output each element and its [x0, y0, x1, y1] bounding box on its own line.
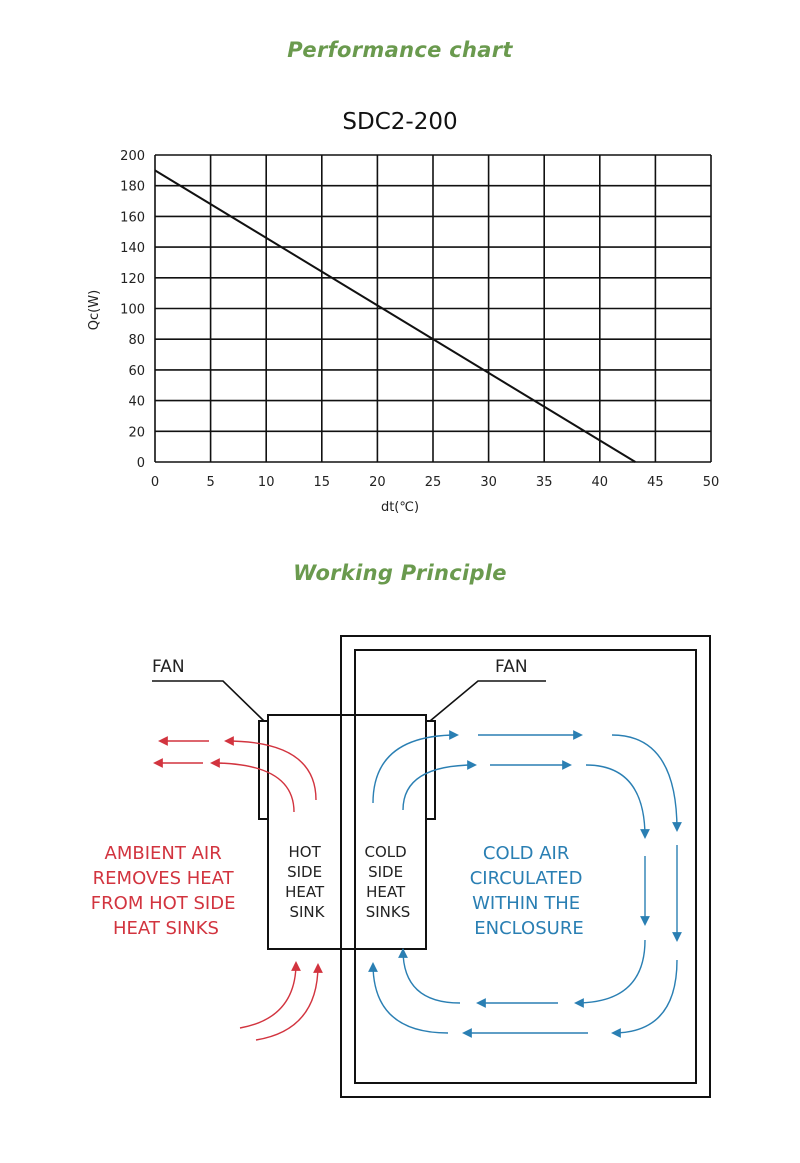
y-tick-label-8: 160: [120, 210, 145, 226]
fan-left-leader: [152, 681, 264, 721]
chart-series: [155, 170, 635, 462]
hot-exhaust-arrow-3: [226, 741, 316, 800]
series-line-0: [155, 170, 635, 462]
x-tick-label-6: 30: [480, 475, 497, 490]
ambient-air-text: AMBIENT AIR REMOVES HEAT FROM HOT SIDE HEAT SINKS: [90, 843, 236, 939]
y-tick-label-9: 180: [120, 179, 145, 195]
cold-arrow-6: [586, 765, 645, 837]
performance-chart: [0, 95, 800, 535]
cold-arrow-1: [373, 735, 457, 803]
cold-arrow-14: [373, 964, 448, 1033]
hot-intake-arrow-2: [256, 965, 318, 1040]
y-axis-label: Qc(W): [87, 289, 102, 331]
x-tick-label-8: 40: [591, 475, 609, 490]
x-axis-label: dt(℃): [380, 500, 420, 515]
fan-right-label: FAN: [495, 657, 528, 677]
cold-arrow-9: [576, 940, 645, 1003]
y-tick-label-0: 0: [136, 456, 145, 471]
performance-chart-title: Performance chart: [287, 38, 513, 62]
y-tick-label-2: 40: [128, 394, 145, 410]
cold-arrow-10: [613, 960, 677, 1033]
cold-arrow-13: [403, 950, 460, 1003]
fan-right-leader: [430, 681, 546, 721]
y-tick-label-5: 100: [120, 302, 145, 318]
cold-air-text: COLD AIR CIRCULATED WITHIN THE ENCLOSURE: [469, 843, 584, 939]
y-tick-label-10: 200: [120, 149, 145, 164]
x-tick-label-1: 5: [206, 475, 215, 490]
y-tick-label-7: 140: [120, 241, 145, 257]
working-principle-title: Working Principle: [293, 561, 507, 585]
hot-sink-label: HOT SIDE HEAT SINK: [285, 843, 325, 921]
x-tick-label-4: 20: [369, 475, 386, 490]
x-tick-label-10: 50: [702, 475, 720, 490]
y-tick-label-4: 80: [128, 333, 145, 349]
working-principle-diagram: [0, 600, 800, 1163]
hot-exhaust-arrow-4: [212, 763, 294, 812]
cold-sink-label: COLD SIDE HEAT SINKS: [364, 843, 411, 921]
cold-arrow-5: [612, 735, 677, 830]
x-tick-label-2: 10: [257, 475, 275, 490]
hot-intake-arrow-1: [240, 963, 296, 1028]
chart-grid: [155, 155, 711, 462]
chart-title: SDC2-200: [342, 109, 458, 135]
y-tick-label-3: 60: [128, 363, 145, 379]
x-tick-label-9: 45: [647, 475, 664, 490]
cold-arrow-2: [403, 765, 475, 810]
fan-left-label: FAN: [152, 657, 185, 677]
x-tick-label-7: 35: [535, 475, 553, 490]
y-tick-label-1: 20: [128, 425, 145, 441]
x-tick-label-5: 25: [424, 475, 442, 490]
x-tick-label-0: 0: [150, 475, 160, 490]
y-tick-label-6: 120: [120, 271, 145, 287]
x-tick-label-3: 15: [313, 475, 331, 490]
